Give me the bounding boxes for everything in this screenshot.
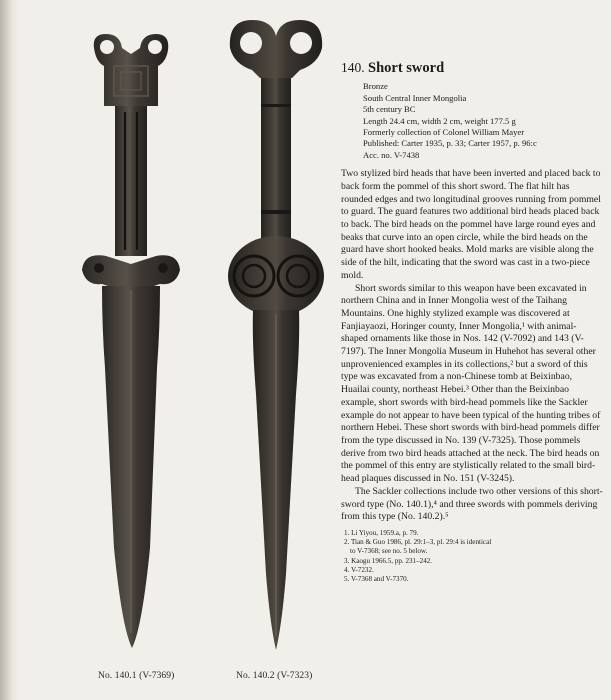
footnote-2-continued: to V-7368; see no. 5 below. — [350, 547, 428, 556]
paragraph-collections: The Sackler collections include two other versions of this short-sword type (No. 140.1),⁴ and three swords with pommels deriving from this type (No. 140.2).⁵ — [341, 485, 603, 523]
meta-published: Published: Carter 1935, p. 33; Carter 1957, p. 96:c — [363, 138, 537, 149]
footnote-3: 3. Kaogu 1966.5, pp. 231–242. — [344, 556, 433, 565]
meta-provenance: South Central Inner Mongolia — [363, 92, 467, 103]
meta-former-collection: Formerly collection of Colonel William Mayer — [363, 127, 525, 138]
meta-date: 5th century BC — [363, 104, 416, 115]
meta-accession-number: Acc. no. V-7438 — [363, 149, 420, 160]
footnote-4: 4. V-7232. — [344, 565, 374, 574]
sword-photo-140-2 — [220, 14, 332, 654]
footnote-1: 1. Li Yiyou, 1959.a, p. 79. — [344, 528, 419, 537]
caption-left: No. 140.1 (V-7369) — [98, 671, 175, 681]
footnote-2: 2. Tian & Guo 1986, pl. 29:1–3, pl. 29:4 is identical — [344, 538, 492, 547]
entry-number: 140. — [341, 60, 365, 75]
paragraph-description: Two stylized bird heads that have been inverted and placed back to back form the pommel of this short sword. The flat hilt has rounded edges and two longitudinal grooves running from pommel to guard. The guard features two additional bird heads placed back to back. The bird heads on the pommel have large round eyes and beaks that curve into an open circle, while the bird heads on the guard have short hooked beaks. Mold marks are visible along the side of the hilt, indicating that the sword was cast in a two-piece mold. — [341, 168, 601, 281]
footnotes — [341, 529, 603, 584]
catalog-entry — [341, 60, 603, 584]
meta-material: Bronze — [363, 81, 388, 92]
meta-dimensions: Length 24.4 cm, width 2 cm, weight 177.5 g — [363, 115, 516, 126]
book-gutter-shadow — [0, 0, 18, 700]
sword-photo-140-1 — [72, 28, 190, 653]
entry-body — [341, 168, 603, 524]
caption-right: No. 140.2 (V-7323) — [236, 671, 313, 681]
entry-heading — [341, 60, 603, 77]
footnote-5: 5. V-7368 and V-7370. — [344, 574, 409, 583]
object-metadata — [341, 81, 603, 161]
entry-title: Short sword — [368, 60, 445, 76]
paragraph-comparisons: Short swords similar to this weapon have been excavated in northern China and in Inner Mongolia west of the Taihang Mountains. One highly stylized example was discovered at Fanjiayaozi, Horinger county, Inner Mongolia,¹ with animal-shaped ornaments like those in Nos. 142 (V-7092) and 143 (V-7197). The Inner Mongolia Museum in Huhehot has several other unprovenienced examples in its collections,² but a sword of this type was excavated from a non-Chinese tomb at Beixinbao, Huailai county, northeast Hebei.³ Other than the Beixinbao example, short swords with bird-head pommels like the Sackler example do not appear to have been typical of the hunting tribes of northern Hebei. These short swords with bird-head pommels differ from the type discussed in No. 139 (V-7325). Those pommels derive from two bird heads attached at the neck. The bird heads on the pommel of this entry are stylistically related to the small bird-head plaques discussed in No. 151 (V-3245). — [341, 282, 601, 485]
